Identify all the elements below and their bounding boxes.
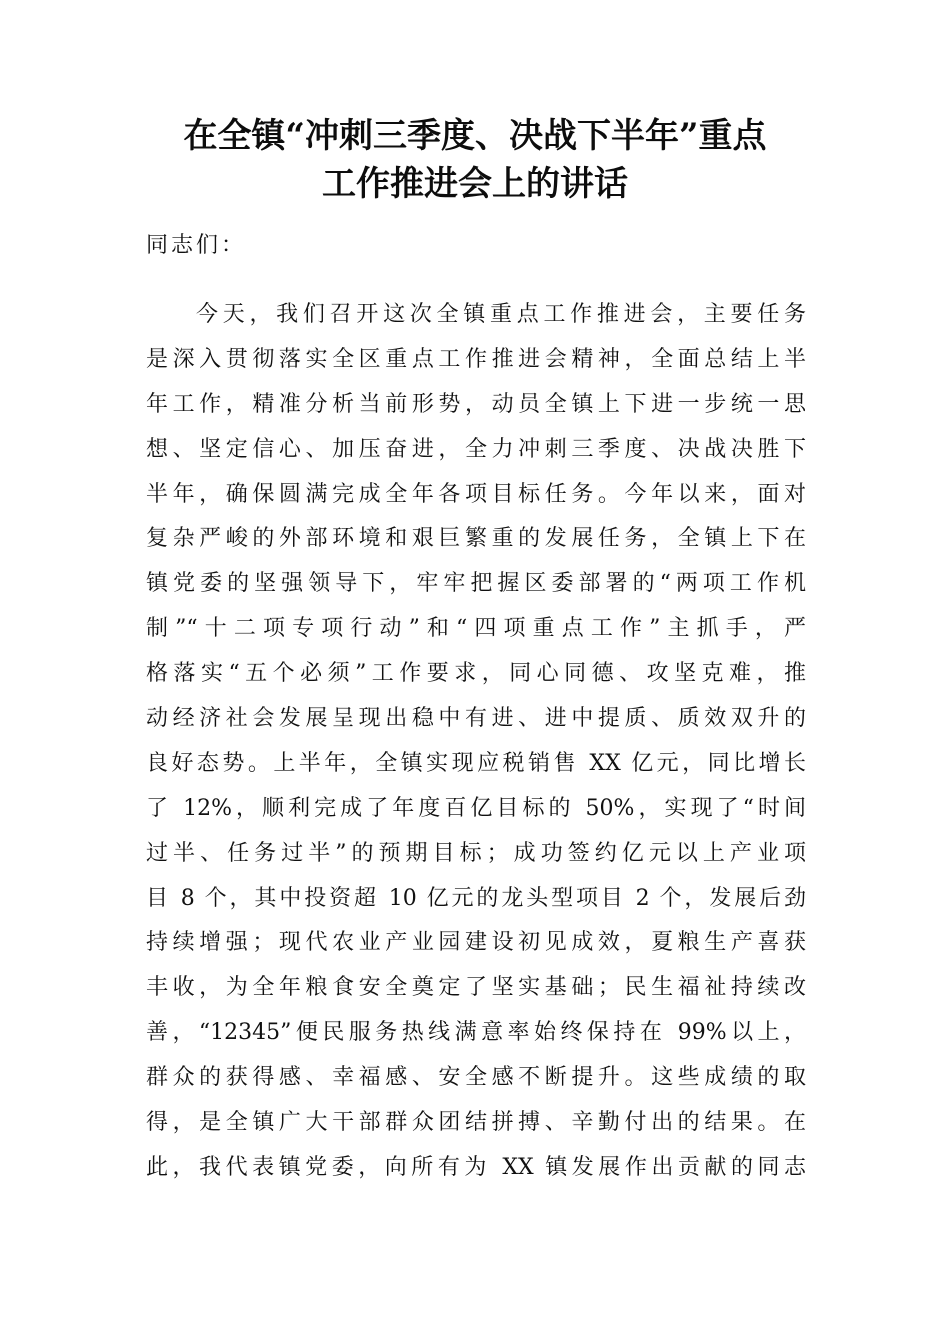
body-line: 是深入贯彻落实全区重点工作推进会精神，全面总结上半 — [146, 346, 806, 372]
body-line: 丰收，为全年粮食安全奠定了坚实基础；民生福祉持续改 — [146, 975, 806, 1001]
body-line: 过半、任务过半”的预期目标；成功签约亿元以上产业项 — [146, 840, 806, 866]
document-title-line-1: 在全镇“冲刺三季度、决战下半年”重点 — [183, 116, 767, 156]
body-line: 复杂严峻的外部环境和艰巨繁重的发展任务，全镇上下在 — [146, 526, 806, 552]
body-line: 了 12%，顺利完成了年度百亿目标的 50%，实现了“时间 — [146, 795, 806, 821]
document-title-line-2: 工作推进会上的讲话 — [322, 164, 628, 204]
body-line: 动经济社会发展呈现出稳中有进、进中提质、质效双升的 — [146, 706, 806, 732]
body-line: 年工作，精准分析当前形势，动员全镇上下进一步统一思 — [146, 391, 806, 417]
body-line: 镇党委的坚强领导下，牢牢把握区委部署的“两项工作机 — [146, 571, 806, 597]
body-line: 持续增强；现代农业产业园建设初见成效，夏粮生产喜获 — [146, 930, 806, 956]
body-line: 今天，我们召开这次全镇重点工作推进会，主要任务 — [196, 302, 806, 327]
body-line: 制”“十二项专项行动”和“四项重点工作”主抓手，严 — [146, 616, 806, 642]
body-line: 善，“12345”便民服务热线满意率始终保持在 99%以上， — [146, 1020, 806, 1046]
body-line: 格落实“五个必须”工作要求，同心同德、攻坚克难，推 — [146, 661, 806, 687]
body-paragraph — [146, 293, 806, 1191]
body-line: 此，我代表镇党委，向所有为 XX 镇发展作出贡献的同志 — [146, 1154, 806, 1180]
body-line: 半年，确保圆满完成全年各项目标任务。今年以来，面对 — [146, 481, 806, 507]
body-line: 得，是全镇广大干部群众团结拼搏、辛勤付出的结果。在 — [146, 1110, 806, 1136]
body-line: 想、坚定信心、加压奋进，全力冲刺三季度、决战决胜下 — [146, 436, 806, 462]
body-line: 目 8 个，其中投资超 10 亿元的龙头型项目 2 个，发展后劲 — [146, 885, 806, 911]
body-line: 良好态势。上半年，全镇实现应税销售 XX 亿元，同比增长 — [146, 750, 806, 776]
body-line: 群众的获得感、幸福感、安全感不断提升。这些成绩的取 — [146, 1065, 806, 1091]
salutation: 同志们： — [146, 233, 247, 258]
